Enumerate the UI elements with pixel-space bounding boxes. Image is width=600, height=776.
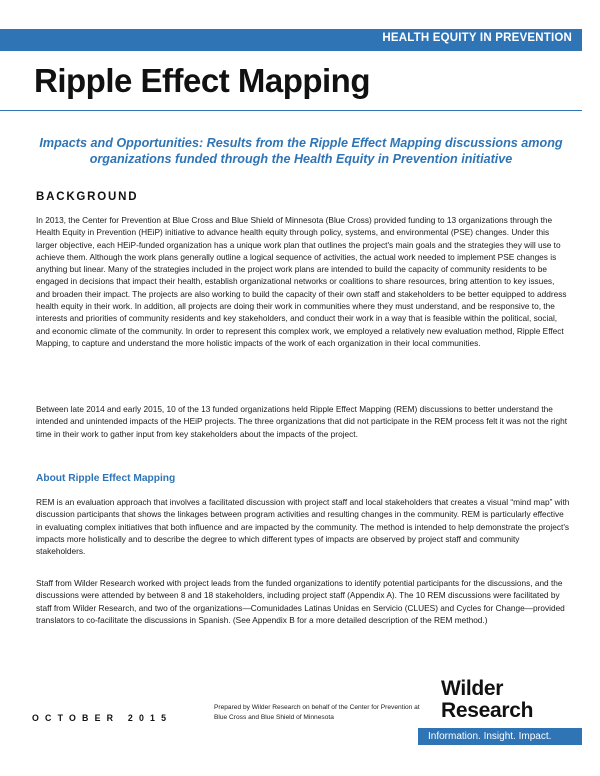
report-subtitle: Impacts and Opportunities: Results from the Ripple Effect Mapping discussions among organizations funded through the Health Equity in Prevention initiative [39,136,563,166]
background-heading: BACKGROUND [36,191,139,203]
publication-date: OCTOBER 2015 [32,713,173,723]
background-paragraph-2: Between late 2014 and early 2015, 10 of the 13 funded organizations held Ripple Effect Mapping (REM) discussions to better understand the intended and unintended impacts of the HEiP projects. The three organizations that did not participate in the REM process felt it was not the right time in their work to gather input from key stakeholders about the impacts of the project. [36,404,568,439]
logo-line-wilder: Wilder [441,677,504,700]
wilder-research-logo [441,678,533,722]
banner-label: HEALTH EQUITY IN PREVENTION [382,32,572,44]
tagline-bar [418,728,582,745]
header-banner [0,29,582,51]
about-paragraph-2: Staff from Wilder Research worked with project leads from the funded organizations to identify potential participants for the discussions, and the discussions were attended by between 8 and 18 stakeholders, including project staff (Appendix A). The 10 REM discussions were facilitated by staff from Wilder Research, and two of the organizations—Comunidades Latinas Unidas en Servicio (CLUES) and Cycles for Change—provided translators to co-facilitate the discussions in Spanish. (See Appendix B for a more detailed description of the REM method.) [36,578,565,625]
prepared-by-note: Prepared by Wilder Research on behalf of the Center for Prevention at Blue Cross and Blue Shield of Minnesota [214,704,420,721]
about-paragraph-1: REM is an evaluation approach that involves a facilitated discussion with project staff and local stakeholders that creates a visual “mind map” with discussion participants that shows the linkages between program activities and resulting changes in the community. REM is particularly effective in evaluating complex initiatives that both influence and are impacted by the community. The method is intended to help demonstrate the project's impacts more holistically and to describe the degree to which different types of impacts are observed by project staff and community stakeholders. [36,497,570,557]
about-rem-heading: About Ripple Effect Mapping [36,473,176,484]
background-paragraph-1: In 2013, the Center for Prevention at Blue Cross and Blue Shield of Minnesota (Blue Cross) provided funding to 13 organizations through the Health Equity in Prevention (HEiP) initiative to advance health equity through policy, systems, and environmental (PSE) changes. Under this larger objective, each HEiP-funded organization has a unique work plan that outlines the project's main goals and the strategies they will use to achieve them. Although the work plans generally outline a logical sequence of activities, the actual work needed to implement PSE changes is anything but linear. Many of the strategies included in the project work plans are intended to build the capacity of community residents to be engaged in decisions that impact their health, establish organizational networks or coalitions to share resources, bring attention to key issues, and broaden their impact. The projects are also working to build the capacity of their own staff and stakeholders to be better equipped to address health equity in their work. In addition, all projects are doing their work in communities where they must understand, and be responsive to, the interests and priorities of community residents and key stakeholders, and conduct their work in a way that is feasible within the political, social, and economic climate of the community. In order to represent this complex work, we employed a relatively new evaluation method, Ripple Effect Mapping, to capture and understand the more holistic impacts of the work of each organization in their local communities. [36,215,567,348]
page-title: Ripple Effect Mapping [34,62,370,99]
title-divider [0,110,582,111]
logo-line-research: Research [441,699,534,722]
tagline: Information. Insight. Impact. [428,731,552,742]
